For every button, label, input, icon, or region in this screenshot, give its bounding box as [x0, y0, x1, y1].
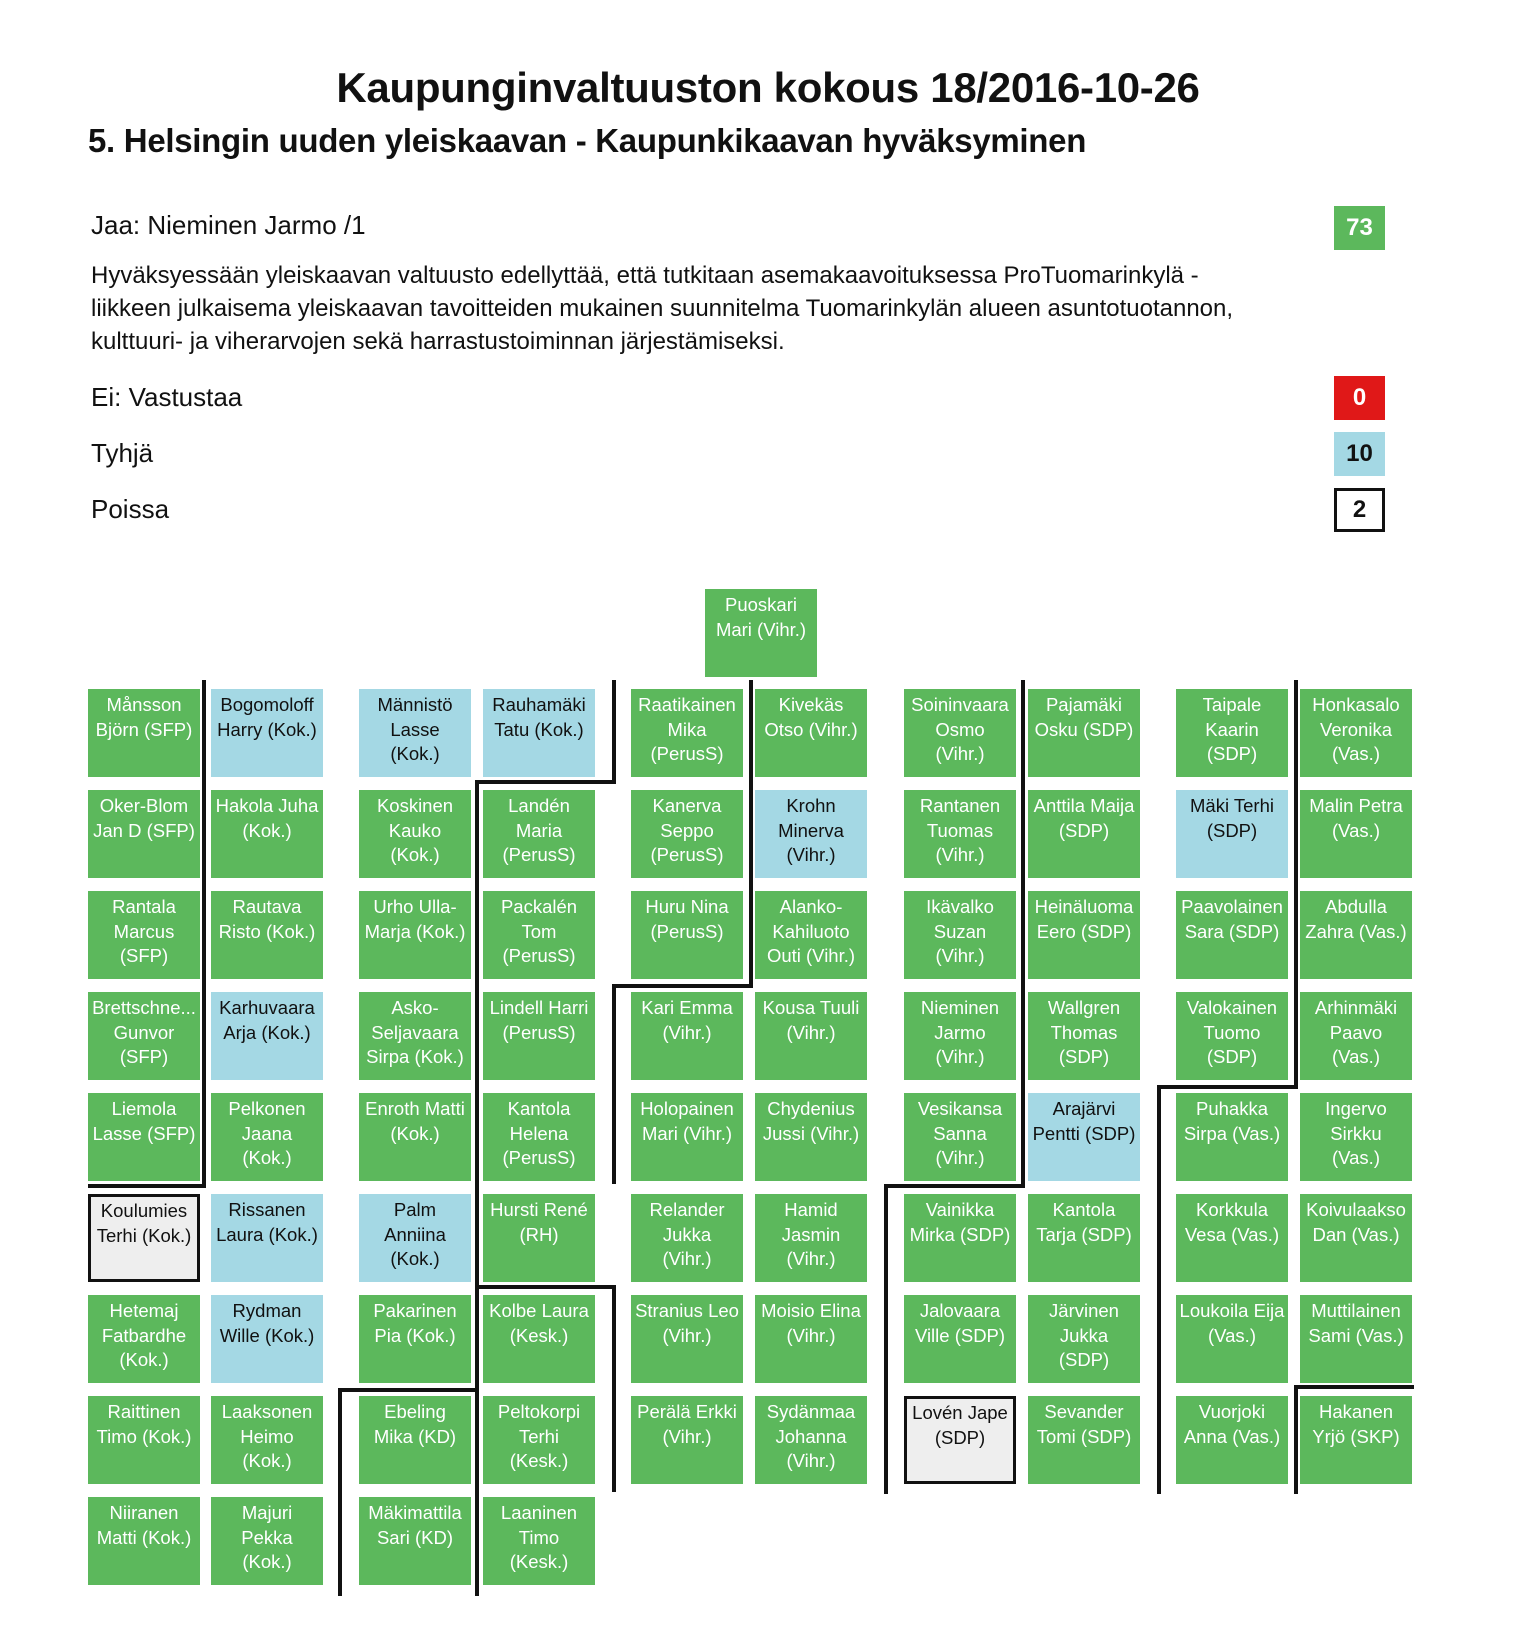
seat-yes: Hursti René (RH)	[483, 1194, 595, 1282]
seat-yes: Jalovaara Ville (SDP)	[904, 1295, 1016, 1383]
page-subtitle: 5. Helsingin uuden yleiskaavan - Kaupunkikaavan hyväksyminen	[88, 122, 1087, 159]
seat-yes: Liemola Lasse (SFP)	[88, 1093, 200, 1181]
seat-yes: Niiranen Matti (Kok.)	[88, 1497, 200, 1585]
seat-blank: Rauhamäki Tatu (Kok.)	[483, 689, 595, 777]
seat-yes: Nieminen Jarmo (Vihr.)	[904, 992, 1016, 1080]
seat-yes: Kivekäs Otso (Vihr.)	[755, 689, 867, 777]
seat-yes: Raittinen Timo (Kok.)	[88, 1396, 200, 1484]
seat-yes: Stranius Leo (Vihr.)	[631, 1295, 743, 1383]
seat-chair: Puoskari Mari (Vihr.)	[705, 589, 817, 677]
seat-yes: Ikävalko Suzan (Vihr.)	[904, 891, 1016, 979]
seat-yes: Laaninen Timo (Kesk.)	[483, 1497, 595, 1585]
seat-yes: Majuri Pekka (Kok.)	[211, 1497, 323, 1585]
seat-yes: Puhakka Sirpa (Vas.)	[1176, 1093, 1288, 1181]
blank-count-badge: 10	[1334, 432, 1385, 476]
seat-yes: Hakanen Yrjö (SKP)	[1300, 1396, 1412, 1484]
seat-yes: Asko- Seljavaara Sirpa (Kok.)	[359, 992, 471, 1080]
absent-count-badge: 2	[1334, 488, 1385, 532]
group-divider	[475, 780, 616, 784]
seat-yes: Vuorjoki Anna (Vas.)	[1176, 1396, 1288, 1484]
seat-yes: Sevander Tomi (SDP)	[1028, 1396, 1140, 1484]
group-divider	[1157, 1085, 1161, 1494]
seat-blank: Rissanen Laura (Kok.)	[211, 1194, 323, 1282]
group-divider	[1157, 1085, 1298, 1089]
seat-yes: Urho Ulla- Marja (Kok.)	[359, 891, 471, 979]
seat-yes: Raatikainen Mika (PerusS)	[631, 689, 743, 777]
seat-yes: Lindell Harri (PerusS)	[483, 992, 595, 1080]
absent-label: Poissa	[91, 494, 170, 524]
seat-yes: Huru Nina (PerusS)	[631, 891, 743, 979]
yes-label: Jaa: Nieminen Jarmo /1	[91, 210, 366, 240]
seat-yes: Muttilainen Sami (Vas.)	[1300, 1295, 1412, 1383]
seat-yes: Valokainen Tuomo (SDP)	[1176, 992, 1288, 1080]
no-label: Ei: Vastustaa	[91, 382, 243, 412]
seat-yes: Perälä Erkki (Vihr.)	[631, 1396, 743, 1484]
no-count-badge: 0	[1334, 376, 1385, 420]
group-divider	[749, 680, 753, 988]
seat-yes: Pakarinen Pia (Kok.)	[359, 1295, 471, 1383]
seat-absent: Lovén Jape (SDP)	[904, 1396, 1016, 1484]
seat-yes: Landén Maria (PerusS)	[483, 790, 595, 878]
group-divider	[1021, 680, 1025, 1188]
seat-yes: Soininvaara Osmo (Vihr.)	[904, 689, 1016, 777]
seat-yes: Kousa Tuuli (Vihr.)	[755, 992, 867, 1080]
seat-yes: Vainikka Mirka (SDP)	[904, 1194, 1016, 1282]
seat-yes: Pelkonen Jaana (Kok.)	[211, 1093, 323, 1181]
yes-description: Hyväksyessään yleiskaavan valtuusto edellyttää, että tutkitaan asemakaavoituksessa ProTuomarinkylä - liikkeen julkaisema yleiskaavan tavoitteiden mukainen suunnitelma Tuomarinkylän alueen asuntotuotannon, kulttuuri- ja viherarvojen sekä harrastustoiminnan järjestämiseksi.	[91, 262, 1234, 355]
seat-yes: Alanko- Kahiluoto Outi (Vihr.)	[755, 891, 867, 979]
seat-yes: Chydenius Jussi (Vihr.)	[755, 1093, 867, 1181]
seat-yes: Brettschne... Gunvor (SFP)	[88, 992, 200, 1080]
group-divider	[88, 1184, 206, 1188]
group-divider	[338, 1388, 342, 1596]
group-divider	[1294, 680, 1298, 1089]
seat-blank: Arajärvi Pentti (SDP)	[1028, 1093, 1140, 1181]
seat-yes: Kanerva Seppo (PerusS)	[631, 790, 743, 878]
group-divider	[1294, 1385, 1414, 1389]
seat-blank: Bogomoloff Harry (Kok.)	[211, 689, 323, 777]
seat-yes: Abdulla Zahra (Vas.)	[1300, 891, 1412, 979]
seat-yes: Ingervo Sirkku (Vas.)	[1300, 1093, 1412, 1181]
seat-absent: Koulumies Terhi (Kok.)	[88, 1194, 200, 1282]
group-divider	[202, 680, 206, 1188]
seat-yes: Enroth Matti (Kok.)	[359, 1093, 471, 1181]
seat-blank: Karhuvaara Arja (Kok.)	[211, 992, 323, 1080]
seat-yes: Paavolainen Sara (SDP)	[1176, 891, 1288, 979]
seat-yes: Hetemaj Fatbardhe (Kok.)	[88, 1295, 200, 1383]
group-divider	[475, 780, 479, 1596]
seat-yes: Holopainen Mari (Vihr.)	[631, 1093, 743, 1181]
seat-yes: Wallgren Thomas (SDP)	[1028, 992, 1140, 1080]
seat-yes: Vesikansa Sanna (Vihr.)	[904, 1093, 1016, 1181]
seat-yes: Taipale Kaarin (SDP)	[1176, 689, 1288, 777]
seat-yes: Ebeling Mika (KD)	[359, 1396, 471, 1484]
seat-yes: Rautava Risto (Kok.)	[211, 891, 323, 979]
group-divider	[1294, 1385, 1298, 1494]
seat-yes: Korkkula Vesa (Vas.)	[1176, 1194, 1288, 1282]
seat-blank: Mäki Terhi (SDP)	[1176, 790, 1288, 878]
blank-label: Tyhjä	[91, 438, 154, 468]
seat-blank: Rydman Wille (Kok.)	[211, 1295, 323, 1383]
seat-yes: Arhinmäki Paavo (Vas.)	[1300, 992, 1412, 1080]
seat-yes: Oker-Blom Jan D (SFP)	[88, 790, 200, 878]
seat-yes: Kantola Helena (PerusS)	[483, 1093, 595, 1181]
seat-yes: Rantala Marcus (SFP)	[88, 891, 200, 979]
seat-yes: Peltokorpi Terhi (Kesk.)	[483, 1396, 595, 1484]
seat-yes: Malin Petra (Vas.)	[1300, 790, 1412, 878]
seat-yes: Månsson Björn (SFP)	[88, 689, 200, 777]
group-divider	[338, 1388, 479, 1392]
seat-yes: Loukoila Eija (Vas.)	[1176, 1295, 1288, 1383]
yes-count-badge: 73	[1334, 206, 1385, 250]
seat-yes: Koivulaakso Dan (Vas.)	[1300, 1194, 1412, 1282]
seat-yes: Mäkimattila Sari (KD)	[359, 1497, 471, 1585]
group-divider	[612, 984, 616, 1184]
seat-yes: Moisio Elina (Vihr.)	[755, 1295, 867, 1383]
seat-yes: Heinäluoma Eero (SDP)	[1028, 891, 1140, 979]
seat-blank: Krohn Minerva (Vihr.)	[755, 790, 867, 878]
seat-yes: Laaksonen Heimo (Kok.)	[211, 1396, 323, 1484]
group-divider	[612, 680, 616, 784]
seat-yes: Relander Jukka (Vihr.)	[631, 1194, 743, 1282]
seat-yes: Hakola Juha (Kok.)	[211, 790, 323, 878]
seat-yes: Anttila Maija (SDP)	[1028, 790, 1140, 878]
group-divider	[884, 1184, 1025, 1188]
seat-yes: Kari Emma (Vihr.)	[631, 992, 743, 1080]
seat-blank: Männistö Lasse (Kok.)	[359, 689, 471, 777]
group-divider	[475, 1285, 616, 1289]
group-divider	[884, 1184, 888, 1494]
seat-yes: Kantola Tarja (SDP)	[1028, 1194, 1140, 1282]
seat-blank: Palm Anniina (Kok.)	[359, 1194, 471, 1282]
seat-yes: Sydänmaa Johanna (Vihr.)	[755, 1396, 867, 1484]
seat-yes: Koskinen Kauko (Kok.)	[359, 790, 471, 878]
group-divider	[612, 1285, 616, 1492]
seat-yes: Rantanen Tuomas (Vihr.)	[904, 790, 1016, 878]
seat-yes: Pajamäki Osku (SDP)	[1028, 689, 1140, 777]
group-divider	[612, 984, 753, 988]
page-title: Kaupunginvaltuuston kokous 18/2016-10-26	[336, 64, 1200, 111]
seat-yes: Packalén Tom (PerusS)	[483, 891, 595, 979]
seat-yes: Hamid Jasmin (Vihr.)	[755, 1194, 867, 1282]
seat-yes: Kolbe Laura (Kesk.)	[483, 1295, 595, 1383]
seat-yes: Järvinen Jukka (SDP)	[1028, 1295, 1140, 1383]
seat-yes: Honkasalo Veronika (Vas.)	[1300, 689, 1412, 777]
